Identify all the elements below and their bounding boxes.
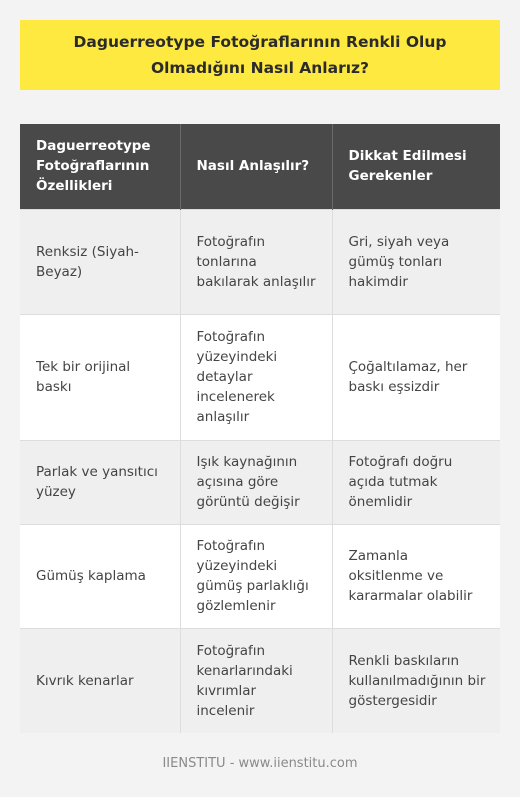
table-cell: Zamanla oksitlenme ve kararmalar olabilir — [332, 524, 500, 628]
table-cell: Fotoğrafın yüzeyindeki gümüş parlaklığı gözlemlenir — [180, 524, 332, 628]
header-features: Daguerreotype Fotoğraflarının Özellikleri — [20, 124, 180, 209]
table-row — [20, 440, 500, 524]
table-cell: Çoğaltılamaz, her baskı eşsizdir — [332, 314, 500, 440]
table-cell: Kıvrık kenarlar — [20, 628, 180, 733]
page-title: Daguerreotype Fotoğraflarının Renkli Olup Olmadığını Nasıl Anlarız? — [73, 33, 447, 77]
table-row — [20, 524, 500, 628]
table-cell: Renkli baskıların kullanılmadığının bir göstergesidir — [332, 628, 500, 733]
table-cell: Fotoğrafın kenarlarındaki kıvrımlar incelenir — [180, 628, 332, 733]
table-cell: Fotoğrafı doğru açıda tutmak önemlidir — [332, 440, 500, 524]
table-cell: Gri, siyah veya gümüş tonları hakimdir — [332, 209, 500, 314]
footer-credit: IIENSTITU - www.iienstitu.com — [162, 756, 358, 771]
table-cell: Gümüş kaplama — [20, 524, 180, 628]
table-cell: Fotoğrafın tonlarına bakılarak anlaşılır — [180, 209, 332, 314]
table-row — [20, 628, 500, 733]
table-cell: Işık kaynağının açısına göre görüntü değişir — [180, 440, 332, 524]
title-banner — [20, 20, 500, 90]
header-notes: Dikkat Edilmesi Gerekenler — [332, 124, 500, 209]
table-cell: Renksiz (Siyah-Beyaz) — [20, 209, 180, 314]
table-cell: Fotoğrafın yüzeyindeki detaylar incelenerek anlaşılır — [180, 314, 332, 440]
table-row — [20, 314, 500, 440]
table-header-row — [20, 124, 500, 209]
table-row — [20, 209, 500, 314]
header-how-to-tell: Nasıl Anlaşılır? — [180, 124, 332, 209]
comparison-table — [20, 124, 500, 733]
table-cell: Parlak ve yansıtıcı yüzey — [20, 440, 180, 524]
table-cell: Tek bir orijinal baskı — [20, 314, 180, 440]
